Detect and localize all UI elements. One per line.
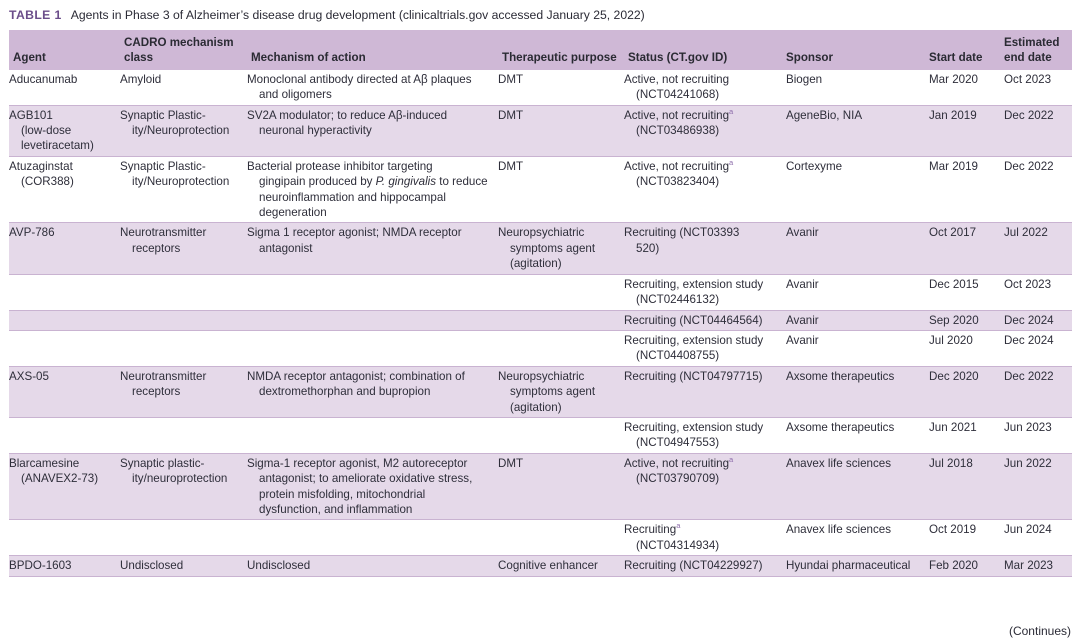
cell-sponsor: Cortexyme <box>786 159 843 173</box>
cell-moa <box>247 70 498 105</box>
cadro-line: ity/Neuroprotection <box>132 124 230 138</box>
table-body <box>9 70 1072 576</box>
table-row <box>9 417 1072 453</box>
status-line <box>624 522 778 537</box>
cell-status <box>624 310 782 330</box>
cell-start: Mar 2019 <box>929 159 978 173</box>
end-header-line-1: Estimated <box>1004 36 1060 49</box>
table-row <box>9 520 1072 556</box>
cell-moa <box>247 274 498 310</box>
status-line: (NCT04408755) <box>636 349 720 363</box>
cell-cadro <box>120 310 247 330</box>
table-label: TABLE 1 <box>9 8 62 22</box>
cell-cadro <box>120 453 247 520</box>
agent-line: Atuzaginstat <box>9 159 73 173</box>
table-caption <box>9 7 645 23</box>
cell-sponsor: Anavex life sciences <box>786 456 892 470</box>
purpose-line: symptoms agent <box>510 385 596 399</box>
cell-end: Dec 2022 <box>1004 108 1054 122</box>
status-line <box>624 456 778 471</box>
table-title: Agents in Phase 3 of Alzheimer’s disease drug development (clinicaltrials.gov accessed January 25, 2022) <box>70 8 645 22</box>
cell-agent <box>9 105 120 156</box>
cell-end: Jul 2022 <box>1004 226 1048 240</box>
col-header-agent: Agent <box>13 51 46 65</box>
moa-line: protein misfolding, mitochondrial <box>259 487 426 501</box>
status-text: Recruiting <box>624 523 677 537</box>
cell-sponsor: Avanir <box>786 313 819 327</box>
cadro-line: Synaptic plastic- <box>120 456 205 470</box>
table-header-row <box>9 30 1072 70</box>
table-row <box>9 70 1072 105</box>
col-header-cadro <box>120 30 247 70</box>
cell-status <box>624 156 782 223</box>
moa-line: antagonist; to ameliorate oxidative stress, <box>259 472 473 486</box>
cell-purpose <box>498 453 624 520</box>
cell-purpose <box>498 556 624 576</box>
col-header-status: Status (CT.gov ID) <box>628 51 728 65</box>
cadro-header-line-1: CADRO mechanism <box>124 36 234 49</box>
moa-line: gingipain produced by P. gingivalis to reduce <box>259 175 488 189</box>
status-text: Active, not recruiting <box>624 108 730 122</box>
cell-moa <box>247 156 498 223</box>
moa-line: degeneration <box>259 206 327 220</box>
cell-status <box>624 330 782 366</box>
status-line: Recruiting, extension study <box>624 420 764 434</box>
cell-status <box>624 274 782 310</box>
table-row <box>9 310 1072 330</box>
cell-purpose <box>498 330 624 366</box>
cell-moa <box>247 453 498 520</box>
cell-end: Dec 2024 <box>1004 333 1054 347</box>
cell-status <box>624 366 782 417</box>
cell-end: Jun 2024 <box>1004 523 1052 537</box>
cell-agent <box>9 330 120 366</box>
status-line <box>624 108 778 123</box>
cell-cadro <box>120 330 247 366</box>
agent-line: levetiracetam) <box>21 139 94 153</box>
cell-end: Mar 2023 <box>1004 559 1053 573</box>
moa-line: Undisclosed <box>247 559 311 573</box>
agent-line: BPDO-1603 <box>9 559 72 573</box>
moa-line: Sigma 1 receptor agonist; NMDA receptor <box>247 226 462 240</box>
cadro-line: Undisclosed <box>120 559 184 573</box>
moa-line: Sigma-1 receptor agonist, M2 autoreceptor <box>247 456 468 470</box>
agent-line: AXS-05 <box>9 369 49 383</box>
cell-agent <box>9 70 120 105</box>
cell-cadro <box>120 417 247 453</box>
cell-status <box>624 453 782 520</box>
cell-end: Oct 2023 <box>1004 277 1052 291</box>
cell-agent <box>9 274 120 310</box>
agent-line: (COR388) <box>21 175 74 189</box>
cell-sponsor: Hyundai pharmaceutical <box>786 559 911 573</box>
cell-status <box>624 520 782 556</box>
cell-cadro <box>120 556 247 576</box>
col-header-start: Start date <box>929 51 983 65</box>
status-line: Recruiting (NCT04797715) <box>624 369 763 383</box>
cell-moa <box>247 223 498 274</box>
cadro-line: Synaptic Plastic- <box>120 108 206 122</box>
status-line: Recruiting, extension study <box>624 277 764 291</box>
cell-purpose <box>498 105 624 156</box>
cell-moa <box>247 310 498 330</box>
cadro-line: ity/Neuroprotection <box>132 175 230 189</box>
cell-sponsor: Biogen <box>786 72 823 86</box>
cell-purpose <box>498 274 624 310</box>
agent-line: Aducanumab <box>9 72 78 86</box>
cell-agent <box>9 417 120 453</box>
cell-sponsor: Axsome therapeutics <box>786 369 895 383</box>
cell-sponsor: Avanir <box>786 226 819 240</box>
cell-start: Oct 2017 <box>929 226 977 240</box>
cell-agent <box>9 310 120 330</box>
moa-line: SV2A modulator; to reduce Aβ-induced <box>247 108 448 122</box>
cadro-line: ity/neuroprotection <box>132 472 228 486</box>
cell-agent <box>9 453 120 520</box>
cell-moa <box>247 105 498 156</box>
cell-agent <box>9 156 120 223</box>
cell-purpose <box>498 70 624 105</box>
status-line: 520) <box>636 241 660 255</box>
status-line: (NCT02446132) <box>636 293 720 307</box>
moa-line: and oligomers <box>259 88 332 102</box>
cell-end: Oct 2023 <box>1004 72 1052 86</box>
cell-cadro <box>120 70 247 105</box>
purpose-line: DMT <box>498 456 524 470</box>
moa-line: Bacterial protease inhibitor targeting <box>247 159 433 173</box>
col-header-purpose: Therapeutic purpose <box>502 51 617 65</box>
cell-start: Oct 2019 <box>929 523 977 537</box>
cell-cadro <box>120 105 247 156</box>
table-row <box>9 223 1072 274</box>
cadro-header-line-2: class <box>124 51 154 65</box>
purpose-line: Cognitive enhancer <box>498 559 598 573</box>
agent-line: AGB101 <box>9 108 53 122</box>
cell-sponsor: Avanir <box>786 333 819 347</box>
purpose-line: symptoms agent <box>510 241 596 255</box>
cell-cadro <box>120 274 247 310</box>
cell-end: Jun 2022 <box>1004 456 1052 470</box>
cell-agent <box>9 223 120 274</box>
cadro-line: receptors <box>132 385 181 399</box>
cell-sponsor: Axsome therapeutics <box>786 420 895 434</box>
cell-agent <box>9 366 120 417</box>
cell-moa <box>247 520 498 556</box>
col-header-end <box>1000 30 1072 70</box>
status-line: (NCT04947553) <box>636 436 720 450</box>
cell-cadro <box>120 223 247 274</box>
status-line: Recruiting (NCT03393 <box>624 226 740 240</box>
cell-status <box>624 105 782 156</box>
status-line: Recruiting (NCT04464564) <box>624 313 763 327</box>
cadro-line: receptors <box>132 241 181 255</box>
footnote-marker: a <box>729 106 734 116</box>
footnote-marker: a <box>676 521 681 531</box>
status-text: Active, not recruiting <box>624 159 730 173</box>
cell-start: Jul 2020 <box>929 333 973 347</box>
purpose-line: (agitation) <box>510 400 562 414</box>
footnote-marker: a <box>729 454 734 464</box>
cadro-line: Amyloid <box>120 72 162 86</box>
cell-status <box>624 223 782 274</box>
cell-purpose <box>498 366 624 417</box>
purpose-line: Neuropsychiatric <box>498 226 585 240</box>
cell-cadro <box>120 156 247 223</box>
agent-line: Blarcamesine <box>9 456 80 470</box>
cell-purpose <box>498 417 624 453</box>
status-line: Active, not recruiting <box>624 72 730 86</box>
moa-line: neuroinflammation and hippocampal <box>259 190 446 204</box>
cell-cadro <box>120 520 247 556</box>
status-line: Recruiting, extension study <box>624 333 764 347</box>
cell-sponsor: Anavex life sciences <box>786 523 892 537</box>
cell-start: Sep 2020 <box>929 313 979 327</box>
table-row <box>9 274 1072 310</box>
cell-start: Jun 2021 <box>929 420 977 434</box>
cell-status <box>624 417 782 453</box>
purpose-line: DMT <box>498 72 524 86</box>
footnote-marker: a <box>729 157 734 167</box>
cadro-line: Neurotransmitter <box>120 226 207 240</box>
end-header-line-2: end date <box>1004 51 1052 65</box>
status-line: (NCT03486938) <box>636 124 720 138</box>
cell-moa <box>247 417 498 453</box>
purpose-line: DMT <box>498 108 524 122</box>
cell-end: Jun 2023 <box>1004 420 1052 434</box>
cell-end: Dec 2022 <box>1004 159 1054 173</box>
agent-line: (low-dose <box>21 124 72 138</box>
moa-line: neuronal hyperactivity <box>259 124 372 138</box>
col-header-moa: Mechanism of action <box>251 51 366 65</box>
agents-table <box>9 30 1072 577</box>
cell-cadro <box>120 366 247 417</box>
cell-start: Jul 2018 <box>929 456 973 470</box>
cell-end: Dec 2024 <box>1004 313 1054 327</box>
cell-purpose <box>498 310 624 330</box>
cell-agent <box>9 520 120 556</box>
status-line: (NCT03790709) <box>636 472 720 486</box>
cell-moa <box>247 330 498 366</box>
cell-agent <box>9 556 120 576</box>
moa-line: dextromethorphan and bupropion <box>259 385 431 399</box>
table-row <box>9 156 1072 223</box>
cell-sponsor: Avanir <box>786 277 819 291</box>
cell-sponsor: AgeneBio, NIA <box>786 108 863 122</box>
purpose-line: DMT <box>498 159 524 173</box>
table-row <box>9 105 1072 156</box>
cell-purpose <box>498 223 624 274</box>
cell-moa <box>247 556 498 576</box>
table-row <box>9 556 1072 576</box>
table-row <box>9 366 1072 417</box>
status-text: Active, not recruiting <box>624 456 730 470</box>
table-row <box>9 453 1072 520</box>
cell-start: Mar 2020 <box>929 72 978 86</box>
moa-line: Monoclonal antibody directed at Aβ plaques <box>247 72 472 86</box>
purpose-line: (agitation) <box>510 257 562 271</box>
cell-moa <box>247 366 498 417</box>
status-line: (NCT04314934) <box>636 538 720 552</box>
purpose-line: Neuropsychiatric <box>498 369 585 383</box>
status-line: (NCT03823404) <box>636 175 720 189</box>
status-line: (NCT04241068) <box>636 88 720 102</box>
table-row <box>9 330 1072 366</box>
cell-status <box>624 70 782 105</box>
cell-status <box>624 556 782 576</box>
cell-purpose <box>498 156 624 223</box>
continues-note: (Continues) <box>1008 624 1071 638</box>
cell-start: Feb 2020 <box>929 559 978 573</box>
moa-line: NMDA receptor antagonist; combination of <box>247 369 465 383</box>
cell-purpose <box>498 520 624 556</box>
agent-line: (ANAVEX2-73) <box>21 472 99 486</box>
moa-line: antagonist <box>259 241 313 255</box>
col-header-sponsor: Sponsor <box>786 51 834 65</box>
cell-start: Dec 2020 <box>929 369 979 383</box>
status-line: Recruiting (NCT04229927) <box>624 559 763 573</box>
cell-start: Dec 2015 <box>929 277 979 291</box>
status-line <box>624 159 778 174</box>
cadro-line: Synaptic Plastic- <box>120 159 206 173</box>
cadro-line: Neurotransmitter <box>120 369 207 383</box>
moa-line: dysfunction, and inflammation <box>259 502 413 516</box>
cell-start: Jan 2019 <box>929 108 977 122</box>
cell-end: Dec 2022 <box>1004 369 1054 383</box>
agent-line: AVP-786 <box>9 226 55 240</box>
